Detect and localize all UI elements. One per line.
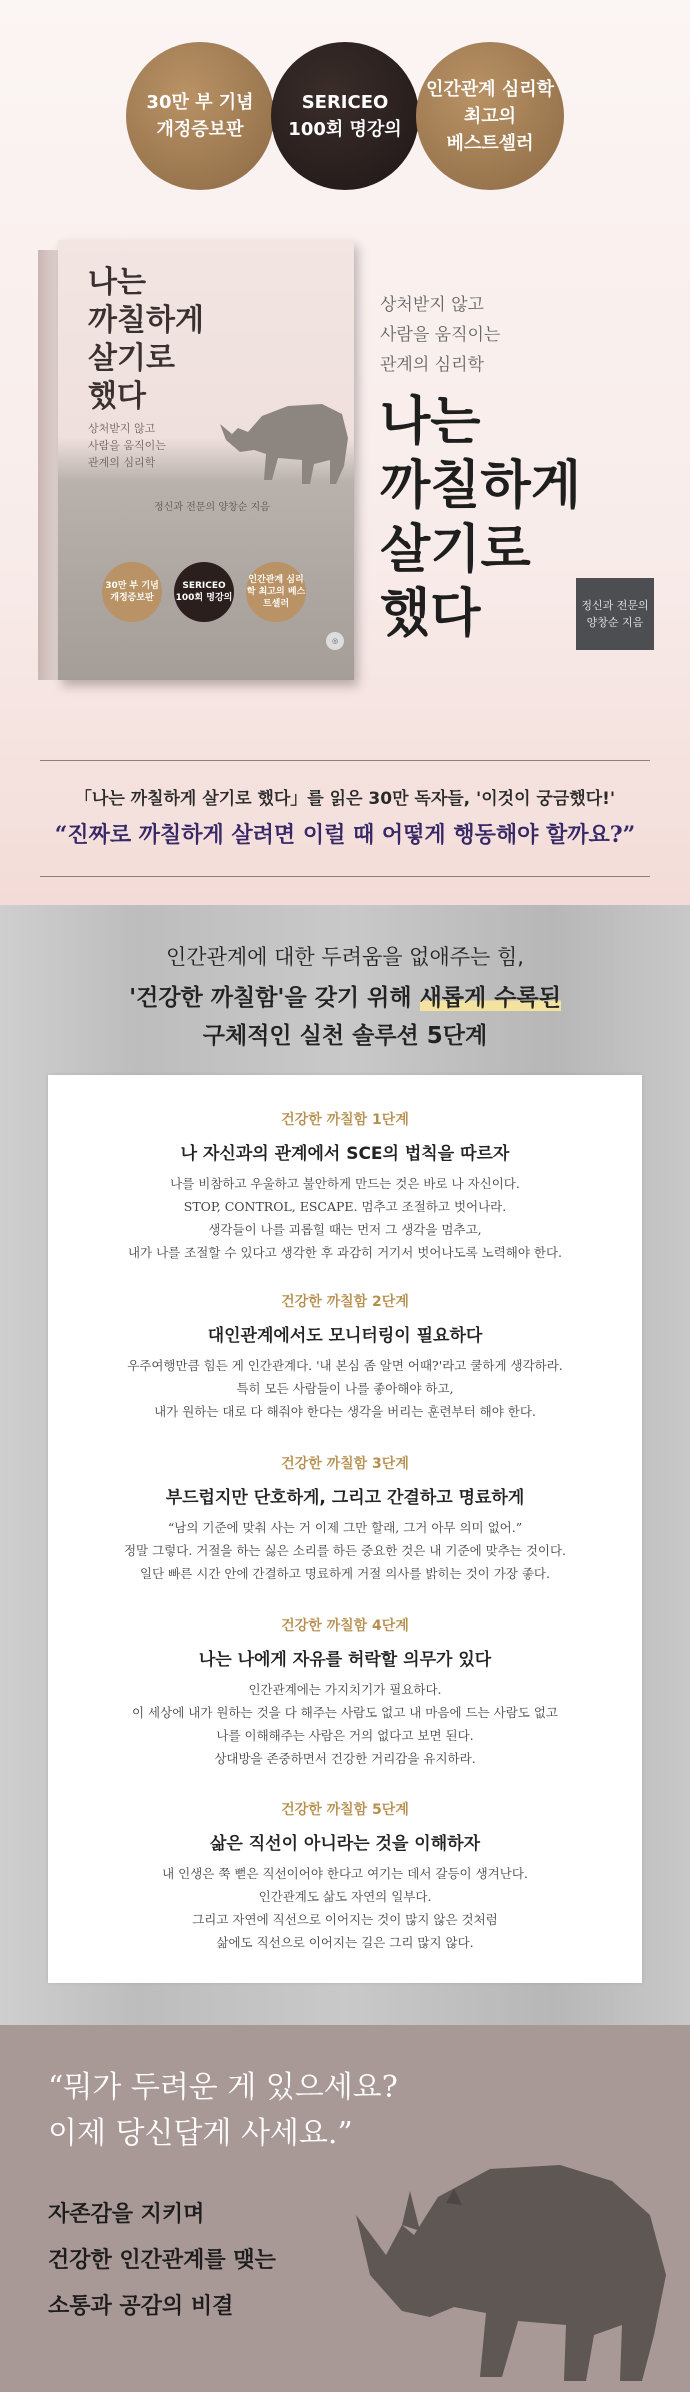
step-body-line: “남의 기준에 맞춰 사는 거 이제 그만 할래, 그거 아무 의미 없어.” <box>167 1520 523 1535</box>
step-body-line: 내 인생은 쭉 뻗은 직선이어야 한다고 여기는 데서 갈등이 생겨난다. <box>162 1866 528 1881</box>
closing-section <box>0 2025 690 2392</box>
mini-badge: 30만 부 기념 개정증보판 <box>102 562 162 622</box>
rhino-icon <box>350 2085 680 2385</box>
tagline <box>380 290 500 380</box>
book-subtitle-line: 관계의 심리학 <box>88 456 156 469</box>
badge-line: SERICEO <box>301 92 389 113</box>
book-title-line: 나는 <box>88 265 146 300</box>
intro-line: 인간관계에 대한 두려움을 없애주는 힘, <box>166 945 524 969</box>
main-title-line: 했다 <box>380 584 481 644</box>
step-body-line: 특히 모든 사람들이 나를 좋아해야 하고, <box>236 1381 454 1396</box>
rhino-icon <box>218 380 354 490</box>
main-title <box>380 390 581 646</box>
hero-section <box>0 0 690 905</box>
author-box-line: 정신과 전문의 <box>581 599 649 612</box>
book-title-line: 했다 <box>88 379 146 414</box>
reader-question: “진짜로 까칠하게 살려면 이럴 때 어떻게 행동해야 할까요?” <box>54 822 636 848</box>
badge-line: 베스트셀러 <box>446 132 534 154</box>
closing-quote-line: “뭐가 두려운 게 있으세요? <box>48 2070 398 2105</box>
step-body-line: 내가 원하는 대로 다 해줘야 한다는 생각을 버리는 훈련부터 해야 한다. <box>154 1404 536 1419</box>
step-block <box>48 1109 642 1264</box>
step-body-line: 정말 그렇다. 거절을 하는 싫은 소리를 하든 중요한 것은 내 기준에 맞추는 것이다. <box>123 1543 567 1558</box>
step-body <box>48 1172 642 1264</box>
reader-question-intro: 「나는 까칠하게 살기로 했다」를 읽은 30만 독자들, '이것이 궁금했다!' <box>74 789 616 809</box>
step-heading: 삶은 직선이 아니라는 것을 이해하자 <box>209 1834 480 1854</box>
intro-line: 구체적인 실천 솔루션 5단계 <box>202 1023 488 1049</box>
book-title-line: 까칠하게 <box>88 303 204 338</box>
step-body-line: 우주여행만큼 힘든 게 인간관계다. '내 본심 좀 알면 어때?'라고 쿨하게 생각하라. <box>127 1358 563 1373</box>
badge-line: 최고의 <box>463 105 517 127</box>
badge-sericeo <box>271 42 419 190</box>
badge-line: 개정증보판 <box>156 119 244 140</box>
divider <box>40 876 650 877</box>
step-body-line: STOP, CONTROL, ESCAPE. 멈추고 조절하고 벗어나라. <box>183 1199 507 1214</box>
badge-line: 인간관계 심리학 <box>426 78 554 100</box>
step-block <box>48 1615 642 1770</box>
mini-badge: 인간관계 심리학 최고의 베스트셀러 <box>246 562 306 622</box>
step-block <box>48 1453 642 1585</box>
step-label: 건강한 까칠함 4단계 <box>281 1618 409 1634</box>
book-front <box>58 240 354 680</box>
main-title-line: 살기로 <box>380 520 531 580</box>
step-label: 건강한 까칠함 2단계 <box>281 1294 409 1310</box>
book-spine <box>38 250 60 680</box>
book-title-line: 살기로 <box>88 341 175 376</box>
main-title-line: 까칠하게 <box>380 456 581 516</box>
step-body-line: 이 세상에 내가 원하는 것을 다 해주는 사람도 없고 내 마음에 드는 사람도 없고 <box>132 1705 558 1720</box>
main-title-line: 나는 <box>380 392 481 452</box>
step-body-line: 내가 나를 조절할 수 있다고 생각한 후 과감히 거기서 벗어나도록 노력해야 한다. <box>127 1245 563 1260</box>
badge-line: 30만 부 기념 <box>146 92 254 113</box>
publisher-logo-icon: ◎ <box>326 632 344 650</box>
step-label: 건강한 까칠함 5단계 <box>281 1802 409 1818</box>
author-box <box>576 578 654 650</box>
author-box-line: 양창순 지음 <box>586 616 644 629</box>
closing-quote <box>48 2065 398 2157</box>
book-title <box>88 264 204 416</box>
step-body-line: 생각들이 나를 괴롭힐 때는 먼저 그 생각을 멈추고, <box>208 1222 482 1237</box>
step-body <box>48 1354 642 1423</box>
step-label: 건강한 까칠함 3단계 <box>281 1456 409 1472</box>
step-body-line: 그리고 자연에 직선으로 이어지는 것이 많지 않은 것처럼 <box>192 1912 498 1927</box>
step-body <box>48 1862 642 1954</box>
badge-line: 100회 명강의 <box>288 119 402 140</box>
intro-text: '건강한 까칠함'을 갖기 위해 <box>129 985 420 1011</box>
intro-highlight: 새롭게 수록된 <box>419 985 561 1011</box>
book-subtitle-line: 상처받지 않고 <box>88 422 156 435</box>
mini-badge: SERICEO 100회 명강의 <box>174 562 234 622</box>
divider <box>40 760 650 761</box>
step-body <box>48 1678 642 1770</box>
step-heading: 나는 나에게 자유를 허락할 의무가 있다 <box>198 1650 492 1670</box>
badge-anniversary <box>126 42 274 190</box>
closing-line: 건강한 인간관계를 맺는 <box>48 2248 276 2273</box>
step-label: 건강한 까칠함 1단계 <box>281 1112 409 1128</box>
step-body-line: 상대방을 존중하면서 건강한 거리감을 유지하라. <box>214 1751 476 1766</box>
step-block <box>48 1799 642 1954</box>
step-block <box>48 1291 642 1423</box>
closing-line: 자존감을 지키며 <box>48 2202 205 2227</box>
step-body-line: 인간관계도 삶도 자연의 일부다. <box>258 1889 432 1904</box>
tagline-line: 사람을 움직이는 <box>380 325 501 345</box>
book-author: 정신과 전문의 양창순 지음 <box>154 502 270 513</box>
book-subtitle <box>88 420 166 471</box>
step-body-line: 인간관계에는 가지치기가 필요하다. <box>248 1682 442 1697</box>
intro-line <box>0 979 690 1012</box>
step-body-line: 일단 빠른 시간 안에 간결하고 명료하게 거절 의사를 밝히는 것이 가장 좋다. <box>140 1566 550 1581</box>
step-body-line: 나를 비참하고 우울하고 불안하게 만드는 것은 바로 나 자신이다. <box>170 1176 520 1191</box>
tagline-line: 관계의 심리학 <box>380 355 484 375</box>
steps-card <box>48 1075 642 1983</box>
step-heading: 나 자신과의 관계에서 SCE의 법칙을 따르자 <box>180 1144 510 1164</box>
badge-bestseller <box>416 42 564 190</box>
step-heading: 대인관계에서도 모니터링이 필요하다 <box>207 1326 483 1346</box>
solutions-section <box>0 905 690 2025</box>
book-cover <box>58 240 354 680</box>
closing-quote-line: 이제 당신답게 사세요.” <box>48 2116 353 2151</box>
book-subtitle-line: 사람을 움직이는 <box>88 439 166 452</box>
step-body <box>48 1516 642 1585</box>
step-heading: 부드럽지만 단호하게, 그리고 간결하고 명료하게 <box>165 1488 525 1508</box>
step-body-line: 삶에도 직선으로 이어지는 길은 그리 많지 않다. <box>216 1935 474 1950</box>
closing-line: 소통과 공감의 비결 <box>48 2294 234 2319</box>
tagline-line: 상처받지 않고 <box>380 295 484 315</box>
step-body-line: 나를 이해해주는 사람은 거의 없다고 보면 된다. <box>216 1728 474 1743</box>
